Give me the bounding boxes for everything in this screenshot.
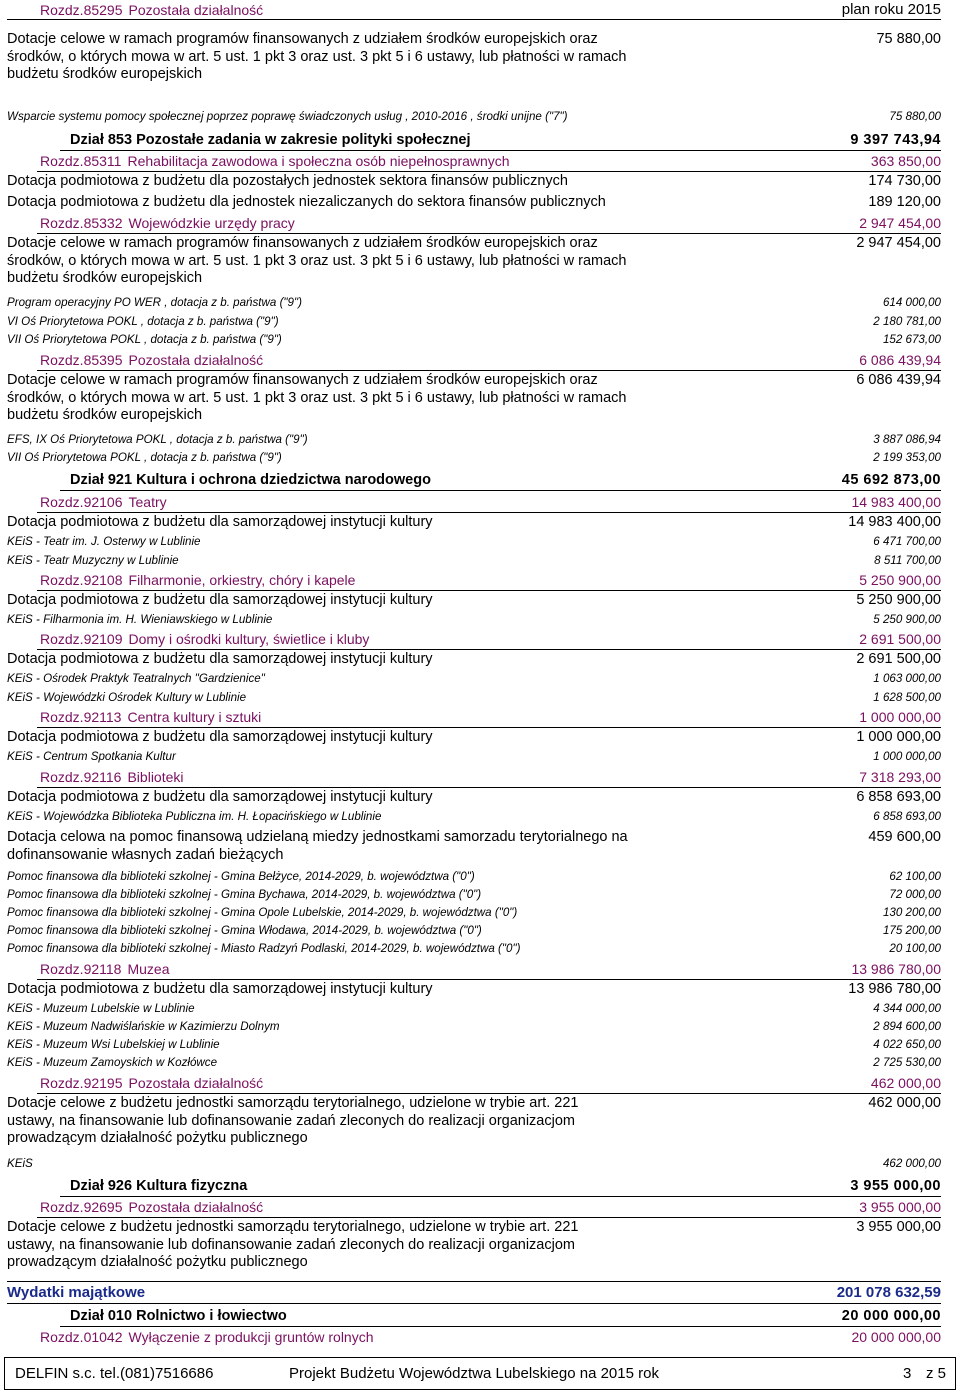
rozdz-code: Rozdz.92106: [40, 494, 123, 510]
dotacja-amount: 2 947 454,00: [856, 235, 941, 251]
item-text: Wsparcie systemu pomocy społecznej poprzez poprawę świadczonych usług , 2010-2016 , środki unijne ("7"): [7, 110, 568, 123]
item-row: [7, 333, 941, 346]
dotacja-row: [7, 514, 941, 532]
rozdz-code: Rozdz.92108: [40, 572, 123, 588]
dzial-amount: 20 000 000,00: [841, 1308, 941, 1324]
footer-page-number: 3: [903, 1365, 912, 1382]
divider: [7, 1303, 941, 1304]
item-text: KEiS - Muzeum Wsi Lubelskiej w Lublinie: [7, 1038, 220, 1051]
item-text: VII Oś Priorytetowa POKL , dotacja z b. państwa ("9"): [7, 451, 282, 464]
dotacja-text: Dotacje celowe w ramach programów finansowanych z udziałem środków europejskich oraz środków, o których mowa w art. 5 ust. 1 pkt 3 oraz ust. 3 pkt 5 i 6 ustawy, lub płatności w ramach budżetu środków europejskich: [7, 31, 627, 82]
wydatki-row: [7, 1284, 941, 1301]
divider: [37, 979, 941, 980]
item-amount: 4 344 000,00: [873, 1002, 941, 1015]
item-text: Pomoc finansowa dla biblioteki szkolnej - Gmina Opole Lubelskie, 2014-2029, b. województwa ("0"): [7, 906, 518, 919]
item-amount: 6 858 693,00: [873, 810, 941, 823]
item-amount: 1 628 500,00: [873, 691, 941, 704]
rozdz-amount: 14 983 400,00: [851, 494, 941, 510]
dotacja-amount: 462 000,00: [868, 1095, 941, 1111]
item-amount: 4 022 650,00: [873, 1038, 941, 1051]
item-text: Pomoc finansowa dla biblioteki szkolnej - Gmina Bychawa, 2014-2029, b. województwa ("0"): [7, 888, 482, 901]
rozdz-name: Pozostała działalność: [128, 352, 264, 368]
dzial-amount: 3 955 000,00: [850, 1178, 941, 1194]
rozdz-header: [7, 215, 941, 231]
dzial-row: [7, 132, 941, 148]
item-amount: 20 100,00: [889, 942, 941, 955]
item-amount: 8 511 700,00: [874, 554, 941, 567]
item-row: [7, 924, 941, 937]
item-row: [7, 691, 941, 704]
rozdz-code: Rozdz.85295: [40, 2, 123, 18]
dotacja-row: [7, 651, 941, 669]
divider: [37, 1217, 941, 1218]
item-row: [7, 1038, 941, 1051]
divider: [37, 649, 941, 650]
rozdz-header: [7, 153, 941, 169]
item-amount: 1 063 000,00: [873, 672, 941, 685]
item-row: [7, 1157, 941, 1170]
item-row: [7, 433, 941, 446]
item-amount: 72 000,00: [889, 888, 941, 901]
dotacja-row: [7, 173, 941, 191]
item-amount: 2 725 530,00: [873, 1056, 941, 1069]
wydatki-label: Wydatki majątkowe: [7, 1284, 146, 1301]
rozdz-code: Rozdz.92109: [40, 631, 123, 647]
item-amount: 2 180 781,00: [873, 315, 941, 328]
dotacja-text: Dotacja podmiotowa z budżetu dla samorządowej instytucji kultury: [7, 789, 433, 805]
item-amount: 2 199 353,00: [873, 451, 941, 464]
item-row: [7, 554, 941, 567]
divider: [37, 512, 941, 513]
divider: [7, 1281, 941, 1282]
divider: [37, 787, 941, 788]
dotacja-row: [7, 829, 941, 864]
rozdz-header: [7, 961, 941, 977]
dotacja-amount: 6 086 439,94: [856, 372, 941, 388]
dotacja-amount: 2 691 500,00: [856, 651, 941, 667]
dotacja-row: [7, 1095, 941, 1148]
rozdz-amount: 2 691 500,00: [859, 631, 941, 647]
rozdz-header: [7, 1329, 941, 1345]
dotacja-amount: 1 000 000,00: [856, 729, 941, 745]
divider: [37, 1093, 941, 1094]
dotacja-text: Dotacja podmiotowa z budżetu dla jednostek niezaliczanych do sektora finansów publicznych: [7, 194, 606, 210]
item-amount: 75 880,00: [889, 110, 941, 123]
rozdz-name: Wyłączenie z produkcji gruntów rolnych: [128, 1329, 374, 1345]
rozdz-header: [7, 1075, 941, 1091]
rozdz-name: Pozostała działalność: [128, 1199, 264, 1215]
item-row: [7, 810, 941, 823]
item-row: [7, 942, 941, 955]
item-row: [7, 613, 941, 626]
footer-company: DELFIN s.c. tel.(081)7516686: [15, 1365, 214, 1382]
item-amount: 462 000,00: [882, 1157, 941, 1170]
item-text: Pomoc finansowa dla biblioteki szkolnej - Miasto Radzyń Podlaski, 2014-2029, b. województwa ("0"): [7, 942, 521, 955]
rozdz-name: Rehabilitacja zawodowa i społeczna osób niepełnosprawnych: [127, 153, 510, 169]
rozdz-amount: 363 850,00: [870, 153, 941, 169]
rozdz-name: Biblioteki: [127, 769, 184, 785]
dzial-label: Dział 853 Pozostałe zadania w zakresie polityki społecznej: [70, 132, 471, 148]
rozdz-header: [7, 631, 941, 647]
rozdz-amount: 2 947 454,00: [859, 215, 941, 231]
dotacja-amount: 6 858 693,00: [856, 789, 941, 805]
item-row: [7, 870, 941, 883]
rozdz-header: [7, 572, 941, 588]
rozdz-name: Domy i ośrodki kultury, świetlice i kluby: [128, 631, 370, 647]
item-row: [7, 535, 941, 548]
dotacja-row: [7, 789, 941, 807]
wydatki-amount: 201 078 632,59: [836, 1284, 941, 1301]
footer-page-total: z 5: [926, 1365, 947, 1382]
item-text: KEiS - Wojewódzka Biblioteka Publiczna im. H. Łopacińskiego w Lublinie: [7, 810, 382, 823]
divider: [37, 727, 941, 728]
rozdz-code: Rozdz.92695: [40, 1199, 123, 1215]
divider: [37, 171, 941, 172]
dotacja-text: Dotacja celowa na pomoc finansową udzielaną miedzy jednostkami samorzadu terytorialnego na dofinansowanie własnych zadań bieżących: [7, 829, 628, 863]
item-amount: 175 200,00: [882, 924, 941, 937]
dotacja-amount: 174 730,00: [868, 173, 941, 189]
divider: [7, 19, 941, 20]
rozdz-code: Rozdz.01042: [40, 1329, 123, 1345]
rozdz-amount: 7 318 293,00: [859, 769, 941, 785]
item-text: Pomoc finansowa dla biblioteki szkolnej - Gmina Włodawa, 2014-2029, b. województwa ("0"): [7, 924, 482, 937]
plan-label: plan roku 2015: [841, 1, 941, 18]
item-amount: 2 894 600,00: [873, 1020, 941, 1033]
divider: [37, 233, 941, 234]
item-row: [7, 906, 941, 919]
rozdz-amount: 6 086 439,94: [859, 352, 941, 368]
dotacja-text: Dotacja podmiotowa z budżetu dla samorządowej instytucji kultury: [7, 729, 433, 745]
item-amount: 152 673,00: [882, 333, 941, 346]
item-text: KEiS - Muzeum Nadwiślańskie w Kazimierzu Dolnym: [7, 1020, 280, 1033]
dotacja-text: Dotacje celowe w ramach programów finansowanych z udziałem środków europejskich oraz środków, o których mowa w art. 5 ust. 1 pkt 3 oraz ust. 3 pkt 5 i 6 ustawy, lub płatności w ramach budżetu środków europejskich: [7, 372, 627, 423]
item-text: Program operacyjny PO WER , dotacja z b. państwa ("9"): [7, 296, 302, 309]
dotacja-text: Dotacja podmiotowa z budżetu dla pozostałych jednostek sektora finansów publicznych: [7, 173, 568, 189]
dotacja-row: [7, 1219, 941, 1272]
divider: [60, 1196, 941, 1197]
rozdz-header: [7, 769, 941, 785]
rozdz-header: [7, 1199, 941, 1215]
dotacja-row: [7, 194, 941, 212]
divider: [60, 150, 941, 151]
dzial-row: [7, 472, 941, 488]
item-amount: 6 471 700,00: [873, 535, 941, 548]
item-amount: 62 100,00: [889, 870, 941, 883]
dzial-label: Dział 926 Kultura fizyczna: [70, 1178, 248, 1194]
dotacja-amount: 189 120,00: [868, 194, 941, 210]
dotacja-text: Dotacje celowe z budżetu jednostki samorządu terytorialnego, udzielone w trybie art. 221 ustawy, na finansowanie lub dofinansowanie zadań zleconych do realizacji organizacjom prowadzącym działalność pożytku publicznego: [7, 1095, 579, 1146]
divider: [60, 490, 941, 491]
item-row: [7, 888, 941, 901]
rozdz-name: Pozostała działalność: [128, 2, 264, 18]
item-row: [7, 110, 941, 123]
rozdz-amount: 462 000,00: [870, 1075, 941, 1091]
rozdz-code: Rozdz.85332: [40, 215, 123, 231]
rozdz-header: [7, 709, 941, 725]
item-amount: 1 000 000,00: [873, 750, 941, 763]
rozdz-amount: 13 986 780,00: [851, 961, 941, 977]
dotacja-row: [7, 729, 941, 747]
rozdz-code: Rozdz.92113: [40, 709, 122, 725]
rozdz-header: [7, 494, 941, 510]
dotacja-row: [7, 372, 941, 425]
item-amount: 614 000,00: [882, 296, 941, 309]
dzial-amount: 9 397 743,94: [850, 132, 941, 148]
divider: [37, 590, 941, 591]
rozdz-code: Rozdz.85311: [40, 153, 122, 169]
item-text: Pomoc finansowa dla biblioteki szkolnej - Gmina Bełżyce, 2014-2029, b. województwa ("0"): [7, 870, 475, 883]
dotacja-text: Dotacje celowe w ramach programów finansowanych z udziałem środków europejskich oraz środków, o których mowa w art. 5 ust. 1 pkt 3 oraz ust. 3 pkt 5 i 6 ustawy, lub płatności w ramach budżetu środków europejskich: [7, 235, 627, 286]
rozdz-code: Rozdz.92195: [40, 1075, 123, 1091]
dotacja-amount: 14 983 400,00: [848, 514, 941, 530]
dotacja-text: Dotacje celowe z budżetu jednostki samorządu terytorialnego, udzielone w trybie art. 221 ustawy, na finansowanie lub dofinansowanie zadań zleconych do realizacji organizacjom prowadzącym działalność pożytku publicznego: [7, 1219, 579, 1270]
item-text: KEiS - Muzeum Zamoyskich w Kozłówce: [7, 1056, 218, 1069]
item-row: [7, 1056, 941, 1069]
rozdz-name: Muzea: [127, 961, 170, 977]
divider: [37, 370, 941, 371]
item-row: [7, 672, 941, 685]
dotacja-amount: 5 250 900,00: [856, 592, 941, 608]
rozdz-amount: 20 000 000,00: [851, 1329, 941, 1345]
page-footer: [4, 1357, 956, 1390]
dzial-row: [7, 1178, 941, 1194]
dotacja-amount: 3 955 000,00: [856, 1219, 941, 1235]
rozdz-header: [7, 2, 830, 18]
dotacja-amount: 75 880,00: [876, 31, 941, 47]
dotacja-row: [7, 592, 941, 610]
rozdz-amount: 3 955 000,00: [859, 1199, 941, 1215]
rozdz-amount: 5 250 900,00: [859, 572, 941, 588]
item-row: [7, 451, 941, 464]
item-text: KEiS - Centrum Spotkania Kultur: [7, 750, 176, 763]
dotacja-row: [7, 235, 941, 288]
rozdz-name: Wojewódzkie urzędy pracy: [128, 215, 295, 231]
dotacja-text: Dotacja podmiotowa z budżetu dla samorządowej instytucji kultury: [7, 592, 433, 608]
item-text: VI Oś Priorytetowa POKL , dotacja z b. państwa ("9"): [7, 315, 279, 328]
item-amount: 130 200,00: [882, 906, 941, 919]
rozdz-name: Teatry: [128, 494, 167, 510]
rozdz-code: Rozdz.92116: [40, 769, 122, 785]
item-row: [7, 1020, 941, 1033]
dotacja-text: Dotacja podmiotowa z budżetu dla samorządowej instytucji kultury: [7, 981, 433, 997]
dzial-label: Dział 921 Kultura i ochrona dziedzictwa narodowego: [70, 472, 431, 488]
rozdz-name: Centra kultury i sztuki: [127, 709, 262, 725]
rozdz-name: Pozostała działalność: [128, 1075, 264, 1091]
dotacja-text: Dotacja podmiotowa z budżetu dla samorządowej instytucji kultury: [7, 514, 433, 530]
item-text: KEiS: [7, 1157, 33, 1170]
item-row: [7, 750, 941, 763]
dotacja-amount: 459 600,00: [868, 829, 941, 845]
item-text: KEiS - Ośrodek Praktyk Teatralnych "Gardzienice": [7, 672, 265, 685]
rozdz-code: Rozdz.92118: [40, 961, 122, 977]
item-text: KEiS - Muzeum Lubelskie w Lublinie: [7, 1002, 195, 1015]
item-row: [7, 315, 941, 328]
item-row: [7, 296, 941, 309]
dotacja-row: [7, 981, 941, 999]
dotacja-row: [7, 31, 941, 84]
dzial-row: [7, 1308, 941, 1324]
item-amount: 5 250 900,00: [873, 613, 941, 626]
dotacja-text: Dotacja podmiotowa z budżetu dla samorządowej instytucji kultury: [7, 651, 433, 667]
item-text: KEiS - Filharmonia im. H. Wieniawskiego w Lublinie: [7, 613, 273, 626]
footer-project: Projekt Budżetu Województwa Lubelskiego na 2015 rok: [289, 1365, 659, 1382]
dotacja-amount: 13 986 780,00: [848, 981, 941, 997]
item-text: VII Oś Priorytetowa POKL , dotacja z b. państwa ("9"): [7, 333, 282, 346]
item-row: [7, 1002, 941, 1015]
rozdz-code: Rozdz.85395: [40, 352, 123, 368]
rozdz-name: Filharmonie, orkiestry, chóry i kapele: [128, 572, 356, 588]
item-text: KEiS - Teatr Muzyczny w Lublinie: [7, 554, 179, 567]
item-text: EFS, IX Oś Priorytetowa POKL , dotacja z b. państwa ("9"): [7, 433, 308, 446]
divider: [60, 1326, 941, 1327]
dzial-label: Dział 010 Rolnictwo i łowiectwo: [70, 1308, 287, 1324]
dzial-amount: 45 692 873,00: [841, 472, 941, 488]
item-text: KEiS - Wojewódzki Ośrodek Kultury w Lublinie: [7, 691, 247, 704]
rozdz-amount: 1 000 000,00: [859, 709, 941, 725]
item-amount: 3 887 086,94: [873, 433, 941, 446]
rozdz-header: [7, 352, 941, 368]
item-text: KEiS - Teatr im. J. Osterwy w Lublinie: [7, 535, 201, 548]
